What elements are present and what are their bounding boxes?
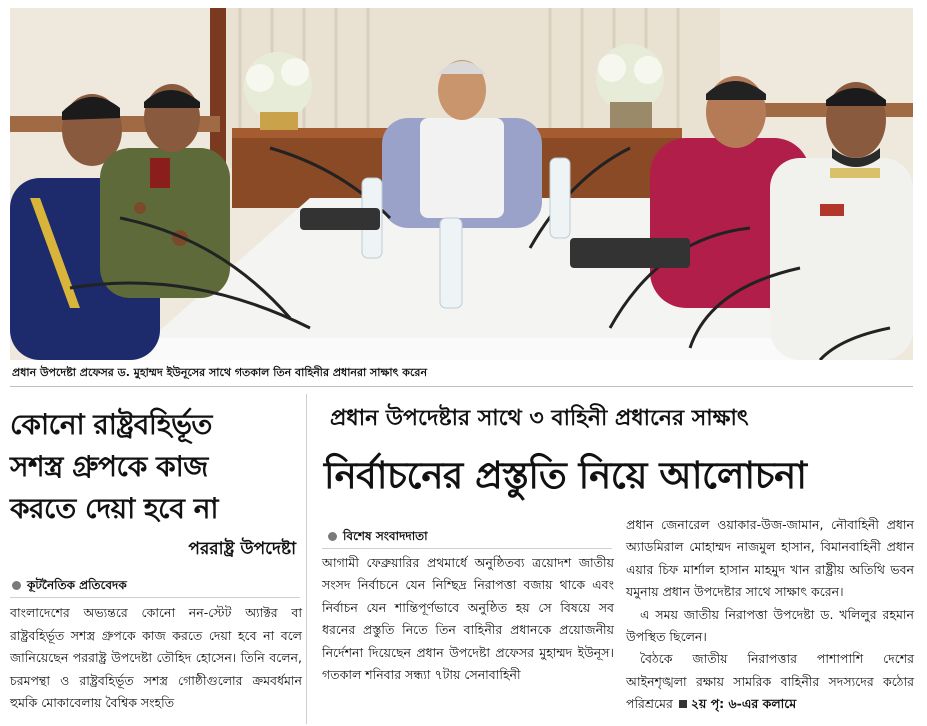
main-story-body-column-2 bbox=[626, 514, 914, 716]
left-story-headline[interactable] bbox=[10, 404, 300, 530]
column-divider bbox=[306, 394, 307, 724]
headline-line: করতে দেয়া হবে না bbox=[10, 492, 219, 525]
left-story-subhead: পররাষ্ট্র উপদেষ্টা bbox=[188, 539, 296, 559]
main-story-body-column-1: আগামী ফেব্রুয়ারির প্রথমার্ধে অনুষ্ঠিতব্য ত্রয়োদশ জাতীয় সংসদ নির্বাচনে যেন নিশ্ছিদ্র নিরাপত্তা বজায় থাকে এবং নির্বাচন যেন শান্তিপূর্ণভাবে অনুষ্ঠিত হয় সে বিষয়ে সব ধরনের প্রস্তুতি নিতে তিন বাহিনীর প্রধানকে প্রয়োজনীয় নির্দেশনা দিয়েছেন প্রধান উপদেষ্টা প্রফেসর মুহাম্মদ ইউনূস। গতকাল শনিবার সন্ধ্যা ৭টায় সেনাবাহিনী bbox=[322, 555, 614, 683]
meeting-photo-illustration bbox=[10, 8, 913, 360]
left-story-body: বাংলাদেশের অভ্যন্তরে কোনো নন-স্টেট অ্যাক্টর বা রাষ্ট্রবহির্ভূত সশস্ত্র গ্রুপকে কাজ করতে দেয়া হবে না বলে জানিয়েছেন পররাষ্ট্র উপদেষ্টা তৌহিদ হোসেন। তিনি বলেন, চরমপন্থা ও রাষ্ট্রবহির্ভূত সশস্ত্র গোষ্ঠীগুলোর ক্রমবর্ধমান হুমকি মোকাবেলায় বৈশ্বিক সংহতি bbox=[10, 605, 302, 711]
main-story-headline[interactable]: নির্বাচনের প্রস্তুতি নিয়ে আলোচনা bbox=[324, 454, 807, 497]
section-divider bbox=[10, 386, 913, 387]
paragraph: এ সময় জাতীয় নিরাপত্তা উপদেষ্টা ড. খলিলুর রহমান উপস্থিত ছিলেন। bbox=[626, 606, 914, 645]
byline-text: বিশেষ সংবাদদাতা bbox=[343, 529, 428, 543]
bullet-icon bbox=[12, 581, 21, 590]
byline-text: কূটনৈতিক প্রতিবেদক bbox=[27, 578, 127, 592]
main-story-kicker: প্রধান উপদেষ্টার সাথে ৩ বাহিনী প্রধানের সাক্ষাৎ bbox=[330, 406, 749, 431]
byline-divider bbox=[322, 548, 612, 549]
square-bullet-icon bbox=[679, 700, 687, 708]
bullet-icon bbox=[328, 532, 337, 541]
continuation-link[interactable] bbox=[677, 696, 796, 711]
headline-line: কোনো রাষ্ট্রবহির্ভূত bbox=[10, 408, 212, 441]
main-story-byline bbox=[328, 528, 428, 544]
left-story-byline bbox=[12, 577, 127, 593]
news-photo bbox=[10, 8, 913, 360]
paragraph: প্রধান জেনারেল ওয়াকার-উজ-জামান, নৌবাহিনী প্রধান অ্যাডমিরাল মোহাম্মদ নাজমুল হাসান, বিমানবাহিনী প্রধান এয়ার চিফ মার্শাল হাসান মাহমুদ খান রাষ্ট্রীয় অতিথি ভবন যমুনায় প্রধান উপদেষ্টার সাথে সাক্ষাৎ করেন। bbox=[626, 517, 914, 600]
byline-divider bbox=[10, 597, 300, 598]
paragraph-text: বৈঠকে জাতীয় নিরাপত্তার পাশাপাশি দেশের আইনশৃঙ্খলা রক্ষায় সামরিক বাহিনীর সদস্যদের কঠোর পরিশ্রমের bbox=[626, 651, 914, 712]
photo-caption: প্রধান উপদেষ্টা প্রফেসর ড. মুহাম্মদ ইউনূসের সাথে গতকাল তিন বাহিনীর প্রধানরা সাক্ষাৎ করেন bbox=[12, 366, 428, 379]
paragraph bbox=[626, 648, 914, 715]
continuation-text: ২য় পৃ: ৬-এর কলামে bbox=[690, 696, 797, 712]
headline-line: সশস্ত্র গ্রুপকে কাজ bbox=[10, 450, 208, 483]
